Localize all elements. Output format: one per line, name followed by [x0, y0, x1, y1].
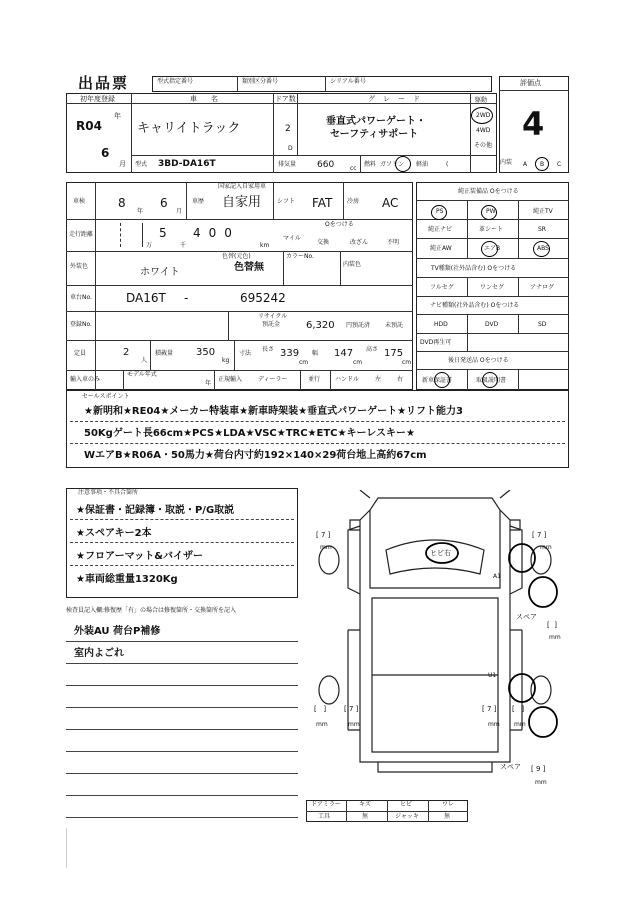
fuel-label: 燃料 [364, 161, 377, 168]
fuel-paren: ( [446, 161, 449, 168]
inspector-line-2: 室内よごれ [74, 648, 124, 659]
equip-abs-circle [533, 241, 550, 257]
equip-genuine-tv: 純正TV [533, 208, 553, 215]
inspection-year: 8 [118, 196, 126, 210]
length-label: 長さ [262, 346, 275, 353]
tread-rear-right-outer-unit: mm [514, 721, 526, 728]
mileage-man: 5 [159, 226, 167, 240]
equip-genuine-navi: 純正ナビ [428, 226, 453, 233]
import-label: 輸入車のみ [70, 376, 101, 383]
docs-manual: 取扱説明書 [476, 377, 507, 384]
sales-point-line-2: 50Kgゲート長66cm★PCS★LDA★VSC★TRC★ETC★キーレスキー★ [84, 428, 415, 439]
equip-airbag: エアB [484, 245, 501, 252]
sales-points-label: セールスポイント [82, 393, 130, 400]
ac-label: 冷房 [347, 198, 360, 205]
exterior-color: ホワイト [140, 267, 180, 278]
footer-header-crack: ヒビ [400, 801, 413, 808]
spare-tread-1-unit: mm [549, 634, 561, 641]
doors-value: 2 [285, 124, 291, 134]
grade-label: グレード [368, 95, 428, 103]
tread-front-left: [ 7 ] [316, 531, 331, 539]
drive-label: 駆動 [475, 97, 488, 104]
shift-value: FAT [312, 196, 333, 210]
chassis-label: 車台No. [70, 294, 92, 301]
car-name: キャリイトラック [137, 121, 241, 136]
equip-airbag-circle [481, 241, 501, 257]
load-value: 350 [196, 347, 216, 358]
header-id-box [152, 76, 492, 92]
footer-value-jack-status: 無 [444, 813, 451, 820]
inspector-label: 検査員記入欄:修復歴「有」の場合は修復箇所・交換箇所を記入 [66, 607, 237, 614]
spare-label-2: スペア [500, 763, 521, 771]
use-header: 国家記入自家用車 [218, 183, 267, 190]
first-reg-label: 初年度登録 [80, 95, 115, 103]
navi-dvd-play: DVD再生可 [420, 339, 452, 346]
history-value: 自家用 [222, 195, 262, 210]
displacement-label: 排気量 [278, 161, 297, 168]
recycle-label-2: 預託金 [262, 321, 281, 328]
docs-warranty-circle [434, 372, 450, 388]
capacity-unit: 人 [141, 357, 148, 364]
tv-analog: アナログ [530, 284, 555, 291]
load-unit: kg [222, 357, 230, 364]
equip-ps: PS [436, 208, 444, 215]
mileage-label: 走行距離 [69, 231, 94, 238]
model-year-unit: 年 [205, 380, 212, 387]
tv-fullseg: フルセグ [430, 284, 454, 291]
chassis-dash: - [184, 291, 189, 305]
height-label: 高さ [366, 346, 379, 353]
navi-hdd: HDD [434, 321, 448, 328]
spare-tread-2-unit: mm [535, 779, 547, 786]
tread-front-right: [ 7 ] [532, 531, 547, 539]
fuel-gasoline: ガソリン [380, 161, 405, 168]
color-change: 色替無 [234, 262, 264, 273]
reg-number-label: 型式指定番号 [157, 78, 194, 85]
car-name-label: 車名 [190, 95, 232, 103]
exterior-color-label: 外装色 [70, 263, 89, 270]
model-label: 型式 [135, 161, 148, 168]
interior-b-circle [535, 157, 549, 171]
navi-type-header: ナビ種類(社外品含む) Oをつける [430, 302, 520, 309]
tread-rear-left: [ 7 ] [344, 705, 359, 713]
sales-point-line-3: WエアB★R06A・50馬力★荷台内寸約192×140×29荷台地上高約67cm [84, 450, 427, 461]
inspection-year-unit: 年 [137, 208, 144, 215]
docs-new-warranty: 新車保証書 [422, 377, 453, 384]
chassis-prefix: DA16T [126, 291, 166, 305]
interior-b: B [540, 161, 545, 168]
mile-unknown: 不明 [387, 239, 400, 246]
displacement-value: 660 [317, 160, 335, 170]
spare-tread-2: [ 9 ] [531, 765, 546, 773]
inspection-month-unit: 月 [176, 208, 183, 215]
note-item-4: ★車両総重量1320Kg [76, 574, 178, 585]
width-label: 幅 [312, 350, 319, 357]
load-label: 積載量 [155, 350, 174, 357]
genuine-equipment-header: 純正装備品 Oをつける [458, 188, 519, 195]
inspector-line-1: 外装AU 荷台P補修 [74, 626, 161, 637]
width-unit: cm [353, 359, 363, 366]
form-title: 出品票 [78, 74, 130, 92]
ac-value: AC [382, 196, 399, 210]
footer-value-tools-status: 無 [362, 813, 369, 820]
length-value: 339 [280, 348, 300, 359]
shift-label: シフト [277, 198, 296, 205]
door-suffix: D [288, 145, 293, 152]
tread-rear-left-unit: mm [348, 721, 360, 728]
damage-u1-label: U1 [488, 672, 497, 679]
class-number-label: 類別区分番号 [242, 78, 279, 85]
inspection-month: 6 [160, 196, 168, 210]
mile-exchange: 交換 [317, 239, 330, 246]
note-item-1: ★保証書・記録簿・取説・P/G取説 [76, 505, 235, 516]
docs-header: 後日発送品 Oをつける [448, 357, 509, 364]
grade-line-1: 垂直式パワーゲート・ [326, 116, 426, 127]
first-reg-month: 6 [101, 146, 110, 160]
score-label: 評価点 [520, 79, 541, 87]
mileage-sen-unit: 千 [180, 242, 187, 249]
tread-rear-left-outer: [ ] [314, 705, 327, 713]
grade-line-2: セーフティサポート [330, 129, 419, 140]
mile-tamper: 改ざん [350, 239, 369, 246]
interior-color-label: 内装色 [343, 261, 362, 268]
drive-other: その他 [474, 142, 493, 149]
recycle-none: 未預託 [385, 322, 404, 329]
fuel-gasoline-circle [395, 156, 411, 172]
dealer-label: 正規輸入 [218, 376, 243, 383]
equip-abs: ABS [537, 245, 549, 252]
color-original-label: 色替(元色) [222, 253, 251, 260]
navi-dvd: DVD [485, 321, 499, 328]
width-value: 147 [334, 348, 354, 359]
parallel-option: 並行 [308, 376, 321, 383]
recycle-unit: 円預託済 [346, 322, 371, 329]
tv-oneseg: ワンセグ [480, 284, 505, 291]
serial-number-label: シリアル番号 [330, 78, 366, 85]
windshield-damage-label: ヒビ右 [430, 549, 451, 557]
score-value: 4 [522, 105, 545, 143]
recycle-label-1: リサイクル [258, 313, 288, 320]
mileage-km-unit: km [260, 242, 270, 249]
dims-label: 寸法 [239, 350, 252, 357]
tread-front-right-unit: mm [540, 544, 552, 551]
year-unit: 年 [114, 112, 121, 120]
plate-label: 登録No. [70, 321, 92, 328]
tread-rear-right-outer: [ ] [512, 705, 525, 713]
inspection-label: 車検 [73, 198, 86, 205]
footer-value-tools: 工具 [318, 813, 331, 820]
doors-label: ドア数 [275, 95, 296, 103]
notes-label: 注意事項・不具合箇所 [78, 489, 139, 496]
drive-2wd-circle [471, 107, 493, 124]
month-unit: 月 [119, 160, 126, 168]
model-value: 3BD-DA16T [158, 159, 216, 169]
interior-label: 内装 [500, 159, 513, 166]
spare-label-1: スペア [516, 613, 537, 621]
displacement-unit: cc [350, 165, 357, 172]
tread-rear-right: [ 7 ] [482, 705, 497, 713]
mileage-circle-note: Oをつける [325, 221, 354, 228]
first-reg-year: R04 [76, 119, 102, 133]
length-unit: cm [299, 359, 309, 366]
footer-header-scratch: キズ [359, 801, 371, 808]
footer-value-jack: ジャッキ [395, 813, 419, 820]
vehicle-diagram [300, 490, 570, 800]
equip-leather-seat: 革シート [479, 226, 504, 233]
height-value: 175 [384, 348, 404, 359]
tread-front-left-unit: mm [320, 544, 332, 551]
handle-label: ハンドル [335, 376, 360, 383]
spare-tread-1: [ ] [547, 621, 557, 629]
chassis-number: 695242 [240, 291, 286, 305]
equip-pw-circle [481, 205, 497, 220]
footer-header-break: ワレ [442, 801, 455, 808]
mileage-sen: 400 [193, 226, 240, 240]
tv-type-header: TV種類(社外品含む) Oをつける [431, 265, 517, 272]
equip-genuine-aw: 純正AW [430, 245, 452, 252]
navi-sd: SD [538, 321, 547, 328]
drive-4wd: 4WD [476, 127, 491, 134]
capacity-label: 定員 [74, 350, 87, 357]
fuel-diesel: 軽油 [416, 161, 429, 168]
tread-rear-left-outer-unit: mm [316, 721, 328, 728]
damage-a1-label: A1 [493, 573, 501, 580]
interior-c: C [557, 161, 562, 168]
docs-manual-circle [482, 372, 498, 388]
history-label: 車歴 [192, 198, 205, 205]
mileage-man-unit: 万 [146, 242, 153, 249]
handle-left: 左 [375, 376, 382, 383]
recycle-value: 6,320 [306, 320, 335, 331]
equip-pw: PW [486, 208, 496, 215]
drive-2wd: 2WD [476, 112, 491, 119]
capacity-value: 2 [123, 347, 130, 358]
note-item-3: ★フロアーマット&バイザー [76, 551, 203, 562]
sales-point-line-1: ★新明和★RE04★メーカー特装車★新車時架装★垂直式パワーゲート★リフト能力3 [84, 406, 463, 417]
dealer-option: ディーラー [258, 376, 288, 383]
mile-label: マイル [283, 235, 301, 242]
tread-rear-right-unit: mm [488, 721, 500, 728]
note-item-2: ★スペアキー2本 [76, 528, 152, 539]
interior-a: A [523, 161, 528, 168]
equip-sunroof: SR [538, 226, 546, 233]
footer-header-mirror: ドアミラー [311, 801, 341, 808]
height-unit: cm [402, 359, 412, 366]
equip-ps-circle [431, 205, 447, 220]
color-number-label: カラーNo. [286, 253, 314, 260]
handle-right: 右 [397, 376, 404, 383]
model-year-label: モデル年式 [127, 371, 157, 378]
